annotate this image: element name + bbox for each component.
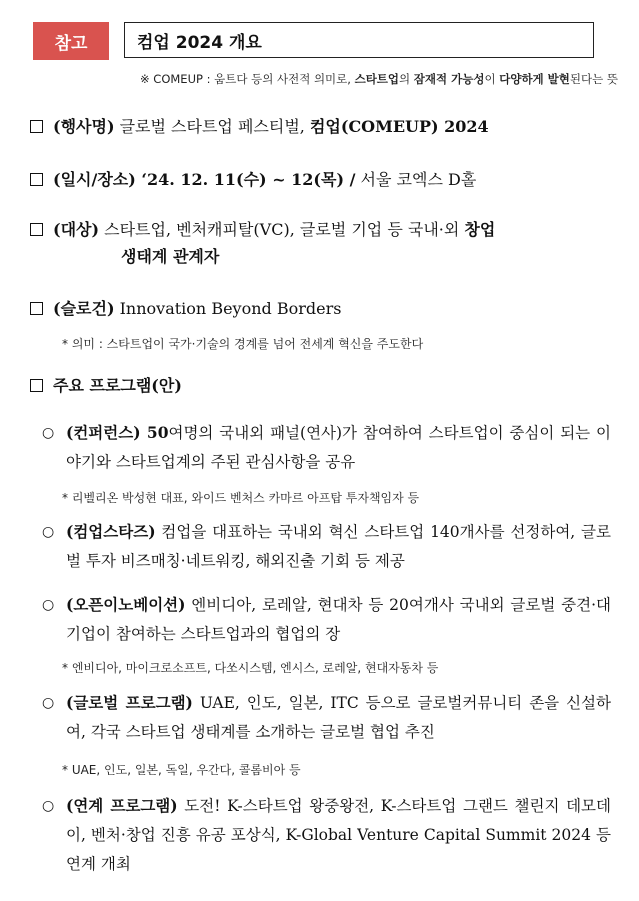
checkbox-icon: [30, 223, 43, 236]
item-event: (행사명) 글로벌 스타트업 페스티벌, 컴업(COMEUP) 2024: [30, 115, 489, 139]
item-date: (일시/장소) ‘24. 12. 11(수) ~ 12(목) / 서울 코엑스 D홀: [30, 168, 476, 192]
page-title: 컴업 2024 개요: [124, 22, 594, 58]
header: [33, 22, 594, 60]
bullet-icon: ○: [42, 798, 55, 814]
program-open-innovation: (오픈이노베이션) 엔비디아, 로레알, 현대차 등 20여개사 국내외 글로벌 중견·대기업이 참여하는 스타트업과의 협업의 장: [66, 595, 611, 643]
item-programs: 주요 프로그램(안): [30, 374, 182, 398]
slogan-note: * 의미 : 스타트업이 국가·기술의 경계를 넘어 전세계 혁신을 주도한다: [62, 337, 424, 351]
item-slogan: (슬로건) Innovation Beyond Borders: [30, 297, 341, 321]
checkbox-icon: [30, 379, 43, 392]
checkbox-icon: [30, 302, 43, 315]
bullet-icon: ○: [42, 524, 55, 540]
bullet-icon: ○: [42, 425, 55, 441]
reference-tag: 참고: [33, 22, 109, 60]
program-open-innovation-note: * 엔비디아, 마이크로소프트, 다쏘시스템, 엔시스, 로레알, 현대자동차 등: [62, 661, 439, 675]
checkbox-icon: [30, 120, 43, 133]
program-linked: (연계 프로그램) 도전! K-스타트업 왕중왕전, K-스타트업 그랜드 챌린지 데모데이, 벤처·창업 진흥 유공 포상식, K-Global Venture Capital Summit 2024 등 연계 개최: [66, 796, 612, 873]
bullet-icon: ○: [42, 695, 55, 711]
checkbox-icon: [30, 173, 43, 186]
item-target: (대상) 스타트업, 벤처캐피탈(VC), 글로벌 기업 등 국내·외 창업: [30, 218, 495, 242]
program-comeupstars: (컴업스타즈) 컴업을 대표하는 국내외 혁신 스타트업 140개사를 선정하여, 글로벌 투자 비즈매칭·네트워킹, 해외진출 기회 등 제공: [66, 522, 611, 570]
program-conference-note: * 리벨리온 박성현 대표, 와이드 벤처스 카마르 아프탑 투자책임자 등: [62, 491, 420, 505]
bullet-icon: ○: [42, 597, 55, 613]
program-global: (글로벌 프로그램) UAE, 인도, 일본, ITC 등으로 글로벌커뮤니티 존을 신설하여, 각국 스타트업 생태계를 소개하는 글로벌 협업 추진: [66, 693, 611, 741]
program-global-note: * UAE, 인도, 일본, 독일, 우간다, 콜롬비아 등: [62, 763, 301, 777]
item-target-line2: 생태계 관계자: [121, 247, 220, 266]
comeup-note: ※ COMEUP : 움트다 등의 사전적 의미로, 스타트업의 잠재적 가능성이 다양하게 발현된다는 뜻: [140, 72, 618, 86]
program-conference: (컨퍼런스) 50여명의 국내외 패널(연사)가 참여하여 스타트업이 중심이 되는 이야기와 스타트업계의 주된 관심사항을 공유: [66, 423, 611, 471]
